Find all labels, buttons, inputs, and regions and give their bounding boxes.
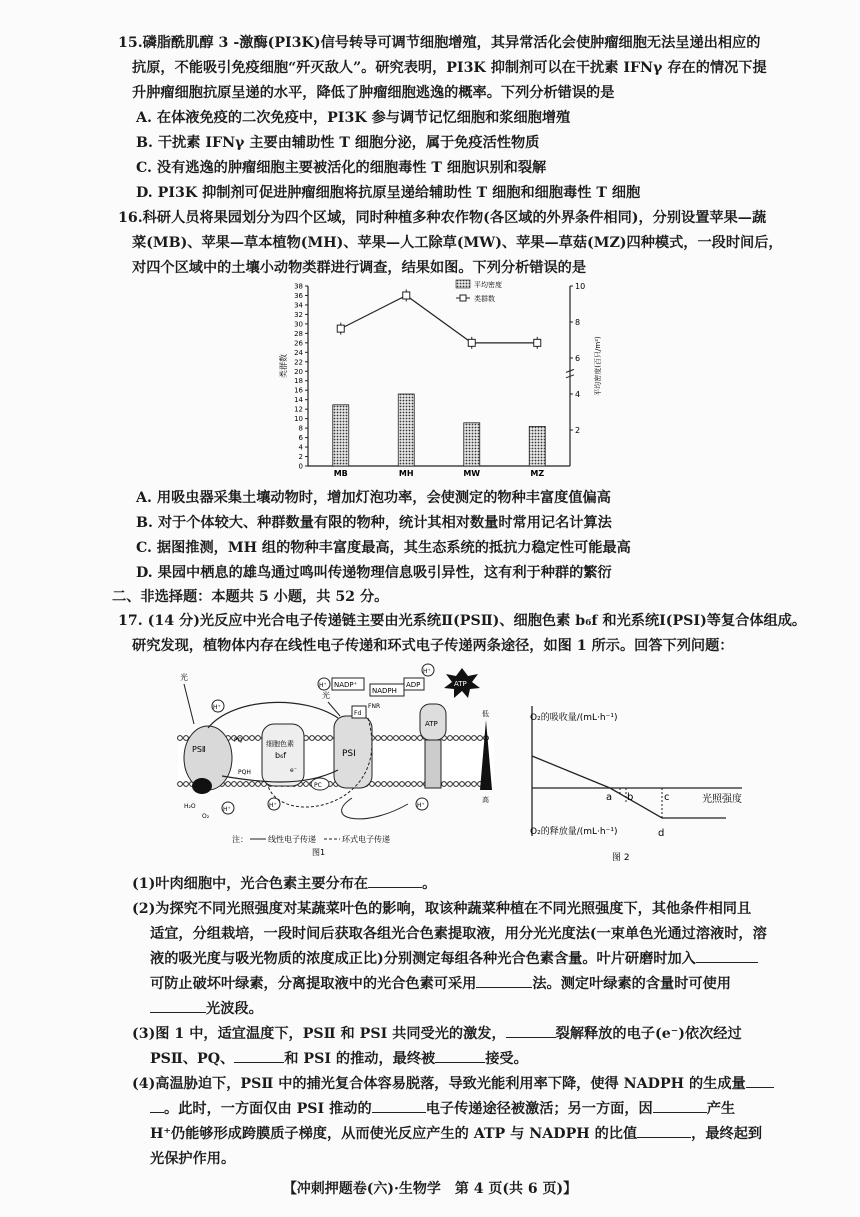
chart-line-point [403,292,410,299]
fig1-caption: 图1 [312,848,326,857]
chart-left-tick-label: 26 [294,339,303,348]
chart-bar [529,426,545,466]
q15-option-c[interactable]: C. 没有逃逸的肿瘤细胞主要被活化的细胞毒性 T 细胞识别和裂解 [136,160,547,176]
chart-series-line [341,295,538,342]
legend-line-marker [460,295,466,301]
q16-option-b[interactable]: B. 对于个体较大、种群数量有限的物种，统计其相对数量时常用记名计算法 [136,515,612,531]
chart-right-tick-label: 6 [575,354,581,363]
oxygen-evolving-complex [192,778,212,794]
fd-label: Fd [354,710,362,717]
fig2-caption: 图 2 [612,853,630,863]
lipid-head [232,782,237,787]
q17-sub2-blank-2[interactable] [476,972,532,988]
chart-left-tick-label: 32 [294,310,303,319]
lipid-head [454,782,459,787]
chart-left-tick-label: 28 [294,329,303,338]
q16-line-3: 对四个区域中的土壤小动物类群进行调查，结果如图。下列分析错误的是 [132,260,587,276]
q17-sub4-text-1: (4)高温胁迫下，PSⅡ 中的捕光复合体容易脱落，导致光能利用率下降，使得 NADPH 的生成量 [132,1076,746,1092]
figure-2-o2-light-curve [522,696,778,868]
lipid-head [244,736,249,741]
chart-line-point [534,339,541,346]
q17-sub4-text-4: 产生 [706,1101,736,1117]
chart-category-label: MZ [530,469,545,478]
oxygen-label: O₂ [202,813,210,820]
lipid-head [400,736,405,741]
lipid-head [454,736,459,741]
lipid-head [400,782,405,787]
q16-line-2: 菜(MB)、苹果—草本植物(MH)、苹果—人工除草(MW)、苹果—草菇(MZ)四种模式，一段时间后， [132,235,783,251]
q17-sub3-text-4: 和 PSⅠ 的推动，最终被 [284,1051,436,1067]
q17-sub3-line-1 [132,1022,742,1046]
q17-sub1 [132,872,436,896]
q17-sub3-line-2 [150,1047,528,1071]
legend-line-label: 类群数 [474,295,495,303]
lipid-head [460,782,465,787]
lipid-head [412,782,417,787]
legend-bar-label: 平均密度 [474,281,502,289]
q15-line-3: 升肿瘤细胞抗原呈递的水平，降低了肿瘤细胞逃逸的概率。下列分析错误的是 [132,85,615,101]
lipid-head [376,782,381,787]
lipid-head [472,782,477,787]
light-label-left: 光 [180,673,188,682]
fig2-point-d: d [658,828,665,839]
lipid-head [472,736,477,741]
fnr-label: FNR [368,703,381,710]
q17-sub2-text-6: 光波段。 [206,1001,263,1017]
q17-sub4-line-4: 光保护作用。 [150,1151,236,1167]
chart-left-tick-label: 10 [294,415,303,424]
lipid-head [226,782,231,787]
fig2-top-label: O₂的吸收量/(mL·h⁻¹) [530,713,618,723]
lipid-head [178,736,183,741]
q17-sub4-text-5: H⁺仍能够形成跨膜质子梯度，从而使光反应产生的 ATP 与 NADPH 的比值 [150,1126,638,1142]
light-label-right: 光 [322,691,330,700]
q17-sub4-text-3: 电子传递途径被激活；另一方面，因 [425,1101,653,1117]
q16-line-1: 16.科研人员将果园划分为四个区域，同时种植多种农作物(各区域的外界条件相同)，分别设置苹果—蔬 [118,210,767,226]
q17-sub3-text-3: PSⅡ、PQ、 [150,1051,235,1067]
lipid-head [418,782,423,787]
q16-option-d[interactable]: D. 果园中栖息的雄鸟通过鸣叫传递物理信息吸引异性，这有利于种群的繁衍 [136,565,612,581]
fig1-note-linear: 线性电子传递 [268,835,316,844]
lipid-head [178,782,183,787]
chart-category-label: MH [398,469,414,478]
high-label: 高 [482,796,489,804]
lipid-head [478,736,483,741]
q17-sub4-blank-3[interactable] [653,1097,707,1113]
pq-label: PQ [234,737,243,744]
q17-sub2-text-5: 法。测定叶绿素的含量时可使用 [532,976,731,992]
q17-sub4-blank-2[interactable] [372,1097,426,1113]
q17-sub1-end: 。 [422,876,437,892]
q17-sub3-text-5: 接受。 [485,1051,528,1067]
lipid-head [184,736,189,741]
chart-left-tick-label: 4 [298,443,303,452]
hplus-5: H⁺ [417,802,425,809]
q17-sub3-blank-1[interactable] [506,1022,556,1038]
chart-left-tick-label: 8 [298,424,303,433]
lipid-head [256,736,261,741]
pc-label: PC [314,782,322,789]
water-label: H₂O [184,803,196,810]
q17-sub4-blank-4[interactable] [637,1122,691,1138]
chart-left-tick-label: 16 [294,386,303,395]
low-label: 低 [482,710,489,718]
q17-sub2-text-4: 可防止破坏叶绿素，分离提取液中的光合色素可采用 [150,976,477,992]
lipid-head [448,782,453,787]
lipid-head [394,736,399,741]
lipid-head [256,782,261,787]
chart-left-tick-label: 14 [294,396,303,405]
fig2-x-label: 光照强度 [702,794,742,805]
lipid-head [316,736,321,741]
chart-left-tick-label: 6 [298,434,303,443]
chart-line-point [468,339,475,346]
q15-option-d[interactable]: D. PI3K 抑制剂可促进肿瘤细胞将抗原呈递给辅助性 T 细胞和细胞毒性 T 细胞 [136,185,641,201]
chart-y2-label: 平均密度(百只/m²) [594,336,602,396]
lipid-head [406,782,411,787]
chart-bar [464,423,480,466]
q17-sub4-text-2: 。此时，一方面仅由 PSⅠ 推动的 [164,1101,372,1117]
q15-line-2: 抗原，不能吸引免疫细胞“歼灭敌人”。研究表明，PI3K 抑制剂可以在干扰素 IFNγ 存在的情况下提 [132,60,767,76]
lipid-head [184,782,189,787]
q15-line-1: 15.磷脂酰肌醇 3 -激酶(PI3K)信号转导可调节细胞增殖，其异常活化会使肿瘤细胞无法呈递出相应的 [118,35,761,51]
lipid-head [250,782,255,787]
chart-category-label: MW [463,469,481,478]
q17-sub2-blank-1[interactable] [696,947,758,963]
q17-sub3-text-2: 裂解释放的电子(e⁻)依次经过 [555,1026,742,1042]
hplus-2: H⁺ [319,682,327,689]
legend-bar-swatch [456,280,470,288]
hplus-6: H⁺ [223,806,231,813]
chart-left-tick-label: 0 [298,462,303,471]
lipid-head [466,736,471,741]
page-footer: 【冲刺押题卷(六)·生物学 第 4 页(共 6 页)】 [282,1181,578,1197]
lipid-head [238,782,243,787]
lipid-head [376,736,381,741]
lipid-head [244,782,249,787]
chart-left-tick-label: 38 [294,282,303,291]
electron-label: e⁻ [290,767,297,774]
q17-sub2-text-3: 液的吸光度与吸光物质的浓度成正比)分别测定每组各种光合色素含量。叶片研磨时加入 [150,951,696,967]
lipid-head [328,736,333,741]
proton-return-arrow [342,798,408,819]
lipid-head [406,736,411,741]
chart-left-tick-label: 12 [294,405,303,414]
q17-sub4-text-6: ，最终起到 [691,1126,763,1142]
q17-sub3-blank-2[interactable] [234,1047,284,1063]
chart-left-tick-label: 30 [294,320,303,329]
chart-line-point [337,325,344,332]
soil-animal-chart [270,276,610,486]
q17-sub1-text: (1)叶肉细胞中，光合色素主要分布在 [132,876,369,892]
lipid-head [394,782,399,787]
q17-sub4-blank-1b[interactable] [150,1097,164,1113]
q17-sub2-line-1: (2)为探究不同光照强度对某蔬菜叶色的影响，取该种蔬菜种植在不同光照强度下，其他条件相同且 [132,901,752,917]
chart-bar [333,405,349,466]
chart-right-tick-label: 2 [575,426,581,435]
lipid-head [388,736,393,741]
q17-sub2-line-3 [150,947,758,971]
chart-y-label: 类群数 [279,354,288,378]
q16-option-a[interactable]: A. 用吸虫器采集土壤动物时，增加灯泡功率，会使测定的物种丰富度值偏高 [136,490,611,506]
q17-sub4-blank-1[interactable] [746,1072,774,1088]
q17-sub2-line-4 [150,972,731,996]
lipid-head [382,782,387,787]
q17-sub4-line-1 [132,1072,774,1096]
lipid-head [460,736,465,741]
q17-sub2-blank-3[interactable] [150,997,206,1013]
cyt-label-2: b₆f [275,751,287,760]
chart-left-tick-label: 22 [294,358,303,367]
chart-right-tick-label: 4 [575,390,581,399]
q17-sub4-line-3 [150,1122,762,1146]
q17-sub3-blank-3[interactable] [435,1047,485,1063]
lipid-head [388,782,393,787]
lipid-head [304,782,309,787]
lipid-head [442,782,447,787]
chart-bar [398,394,414,466]
fig2-point-b: b [627,792,634,803]
fig1-note-prefix: 注： [232,835,248,844]
hplus-4: H⁺ [423,668,431,675]
lipid-head [412,736,417,741]
fig2-point-c: c [664,792,670,803]
chart-left-tick-label: 24 [294,348,303,357]
hplus-1: H⁺ [213,704,221,711]
nadp-label: NADP⁺ [334,681,358,689]
chart-right-tick-label: 8 [575,318,581,327]
lipid-head [250,736,255,741]
psi-label: PSⅠ [342,749,356,759]
q16-option-c[interactable]: C. 据图推测，MH 组的物种丰富度最高，其生态系统的抵抗力稳定性可能最高 [136,540,631,556]
atp-synthase-label: ATP [425,720,438,728]
chart-left-tick-label: 36 [294,291,303,300]
lipid-head [310,736,315,741]
fig2-bottom-label: O₂的释放量/(mL·h⁻¹) [530,827,618,837]
q15-option-b[interactable]: B. 干扰素 IFNγ 主要由辅助性 T 细胞分泌，属于免疫活性物质 [136,135,540,151]
nadph-label: NADPH [372,687,397,695]
lipid-head [448,736,453,741]
lipid-head [466,782,471,787]
chart-right-tick-label: 10 [575,282,586,291]
q15-option-a[interactable]: A. 在体液免疫的二次免疫中，PI3K 参与调节记忆细胞和浆细胞增殖 [136,110,571,126]
cyt-label: 细胞色素 [266,740,294,748]
fig2-curve [532,756,726,818]
chart-left-tick-label: 34 [294,301,303,310]
fig2-point-a: a [606,792,613,803]
q17-sub1-blank[interactable] [368,872,422,888]
figure-1-electron-transport [162,658,514,858]
fig1-note-cyclic: 环式电子传递 [342,835,390,844]
hplus-3: H⁺ [269,802,277,809]
lipid-head [322,736,327,741]
chart-left-tick-label: 2 [298,453,303,462]
psii-label: PSⅡ [192,745,206,754]
chart-left-tick-label: 20 [294,367,303,376]
section-heading: 二、非选择题：本题共 5 小题，共 52 分。 [112,589,389,605]
q17-sub3-text-1: (3)图 1 中，适宜温度下，PSⅡ 和 PSⅠ 共同受光的激发， [132,1026,506,1042]
atp-product-label: ATP [454,680,467,688]
chart-category-label: MB [333,469,348,478]
q17-sub2-line-2: 适宜，分组栽培，一段时间后获取各组光合色素提取液，用分光光度法(一束单色光通过溶液时，溶 [150,926,767,942]
q17-line-2: 研究发现，植物体内存在线性电子传递和环式电子传递两条途径，如图 1 所示。回答下列问题： [132,638,734,654]
q17-sub4-line-2 [150,1097,735,1121]
q17-sub2-line-5 [150,997,263,1021]
lipid-head [382,736,387,741]
atp-synthase-stalk [425,740,441,788]
adp-label: ADP [406,681,421,689]
chart-left-tick-label: 18 [294,377,303,386]
q17-line-1: 17. (14 分)光反应中光合电子传递链主要由光系统Ⅱ(PSⅡ)、细胞色素 b₆f 和光系统Ⅰ(PSⅠ)等复合体组成。 [118,613,807,629]
pqh-label: PQH [238,769,251,776]
